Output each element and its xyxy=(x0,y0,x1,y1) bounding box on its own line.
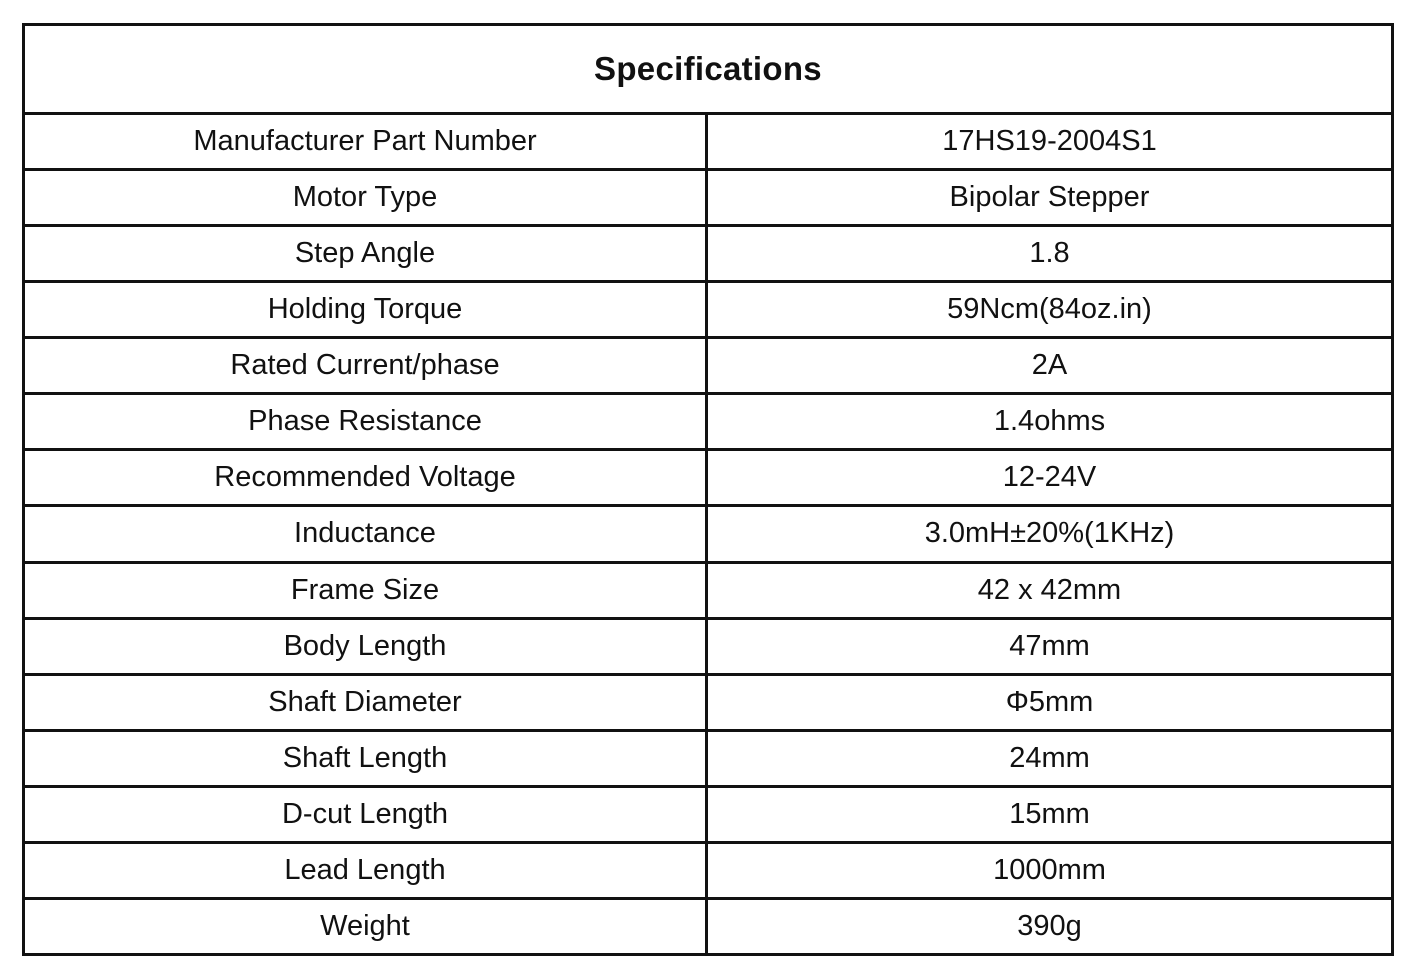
table-row xyxy=(25,788,1391,844)
spec-value: 1.4ohms xyxy=(993,405,1106,438)
table-row xyxy=(25,227,1391,283)
specifications-table xyxy=(22,23,1394,956)
spec-label: Weight xyxy=(25,900,708,953)
spec-value: 1000mm xyxy=(993,853,1106,886)
table-row xyxy=(25,900,1391,953)
table-row xyxy=(25,395,1391,451)
table-title-row xyxy=(25,26,1391,115)
spec-label: Holding Torque xyxy=(25,283,708,336)
spec-label: Inductance xyxy=(25,507,708,560)
spec-value: 12-24V xyxy=(1002,461,1097,494)
table-title: Specifications xyxy=(594,50,822,87)
table-row xyxy=(25,620,1391,676)
spec-label: Manufacturer Part Number xyxy=(25,115,708,168)
spec-value: Φ5mm xyxy=(1005,685,1094,718)
spec-value: 42 x 42mm xyxy=(977,573,1122,606)
table-body xyxy=(25,115,1391,953)
spec-value: 47mm xyxy=(1009,629,1090,662)
table-row xyxy=(25,283,1391,339)
spec-label: Phase Resistance xyxy=(25,395,708,448)
spec-label: D-cut Length xyxy=(25,788,708,841)
table-row xyxy=(25,171,1391,227)
spec-label: Body Length xyxy=(25,620,708,673)
table-row xyxy=(25,732,1391,788)
table-row xyxy=(25,115,1391,171)
spec-value: Bipolar Stepper xyxy=(949,181,1150,214)
spec-value: 17HS19-2004S1 xyxy=(942,125,1157,158)
spec-label: Lead Length xyxy=(25,844,708,897)
table-row xyxy=(25,507,1391,563)
spec-label: Step Angle xyxy=(25,227,708,280)
spec-label: Recommended Voltage xyxy=(25,451,708,504)
table-row xyxy=(25,339,1391,395)
spec-value: 24mm xyxy=(1009,741,1090,774)
table-row xyxy=(25,564,1391,620)
table-row xyxy=(25,676,1391,732)
spec-label: Frame Size xyxy=(25,564,708,617)
spec-label: Shaft Length xyxy=(25,732,708,785)
spec-label: Motor Type xyxy=(25,171,708,224)
spec-value: 2A xyxy=(1031,349,1068,382)
spec-value: 3.0mH±20%(1KHz) xyxy=(924,517,1175,550)
spec-value: 1.8 xyxy=(1029,237,1070,270)
spec-label: Shaft Diameter xyxy=(25,676,708,729)
spec-value: 59Ncm(84oz.in) xyxy=(947,293,1152,326)
table-row xyxy=(25,451,1391,507)
spec-value: 390g xyxy=(1017,909,1082,942)
table-row xyxy=(25,844,1391,900)
spec-value: 15mm xyxy=(1009,797,1090,830)
spec-label: Rated Current/phase xyxy=(25,339,708,392)
